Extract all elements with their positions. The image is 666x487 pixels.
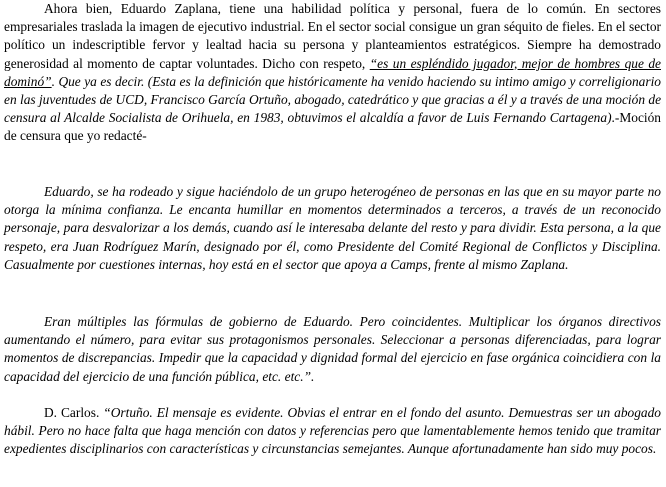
- paragraph-1-after-quote: . Que ya es decir. (Esta es la definición que históricamente ha venido haciendo su intimo amigo y correligionario en las juventudes de UCD, Francisco García Ortuño, abogado, catedrático y que gracias a él y a través de una moción de censura al Alcalde Socialista de Orihuela, en 1983, obtuvimos el alcaldía a favor de Luis Fernando Cartagena): [4, 73, 662, 126]
- paragraph-1-quote: “es un espléndido jugador, mejor de hombres que de dominó”: [4, 55, 661, 89]
- paragraph-4: [4, 404, 661, 459]
- paragraph-1-tail: .-Moción de censura que yo redacté-: [4, 110, 661, 144]
- paragraph-1: [4, 0, 661, 146]
- paragraph-4-text: “Ortuño. El mensaje es evidente. Obvias el entrar en el fondo del asunto. Demuestras ser un abogado hábil. Pero no hace falta que haga mención con datos y referencias pero que lamentablemente hemos tenido que tramitar expedientes disciplinarios con características y circunstancias semejantes. Aunque afortunadamente han sido muy pocos.: [4, 405, 661, 457]
- paragraph-3: Eran múltiples las fórmulas de gobierno de Eduardo. Pero coincidentes. Multiplicar los órganos directivos aumentando el número, para evitar sus protagonismos personales. Seleccionar a personas diferenciadas, para lograr momentos de discrepancias. Impedir que la capacidad y dignidad formal del ejercicio en fase orgánica coincidiera con la capacidad del ejercicio de una función pública, etc. etc.”.: [4, 314, 661, 384]
- paragraph-1-intro: Ahora bien, Eduardo Zaplana, tiene una habilidad política y personal, fuera de lo común. En sectores empresariales traslada la imagen de ejecutivo industrial. En el sector social consigue un gran séquito de fieles. En el sector político un indescriptible fervor y lealtad hacia su persona y planteamientos estratégicos. Siempre ha demostrado generosidad al momento de captar voluntades. Dicho con respeto,: [4, 1, 661, 71]
- paragraph-2: Eduardo, se ha rodeado y sigue haciéndolo de un grupo heterogéneo de personas en las que en su mayor parte no otorga la mínima confianza. Le encanta humillar en momentos determinados a terceros, a través de un reconocido personaje, para desvalorizar a los demás, cuando así le interesaba delante del resto y para dividir. Esta persona, a la que respeto, era Juan Rodríguez Marín, designado por él, como Presidente del Comité Regional de Conflictos y Disciplina. Casualmente por cuestiones internas, hoy está en el sector que apoya a Camps, frente al mismo Zaplana.: [4, 184, 661, 272]
- paragraph-4-speaker: D. Carlos.: [44, 405, 104, 420]
